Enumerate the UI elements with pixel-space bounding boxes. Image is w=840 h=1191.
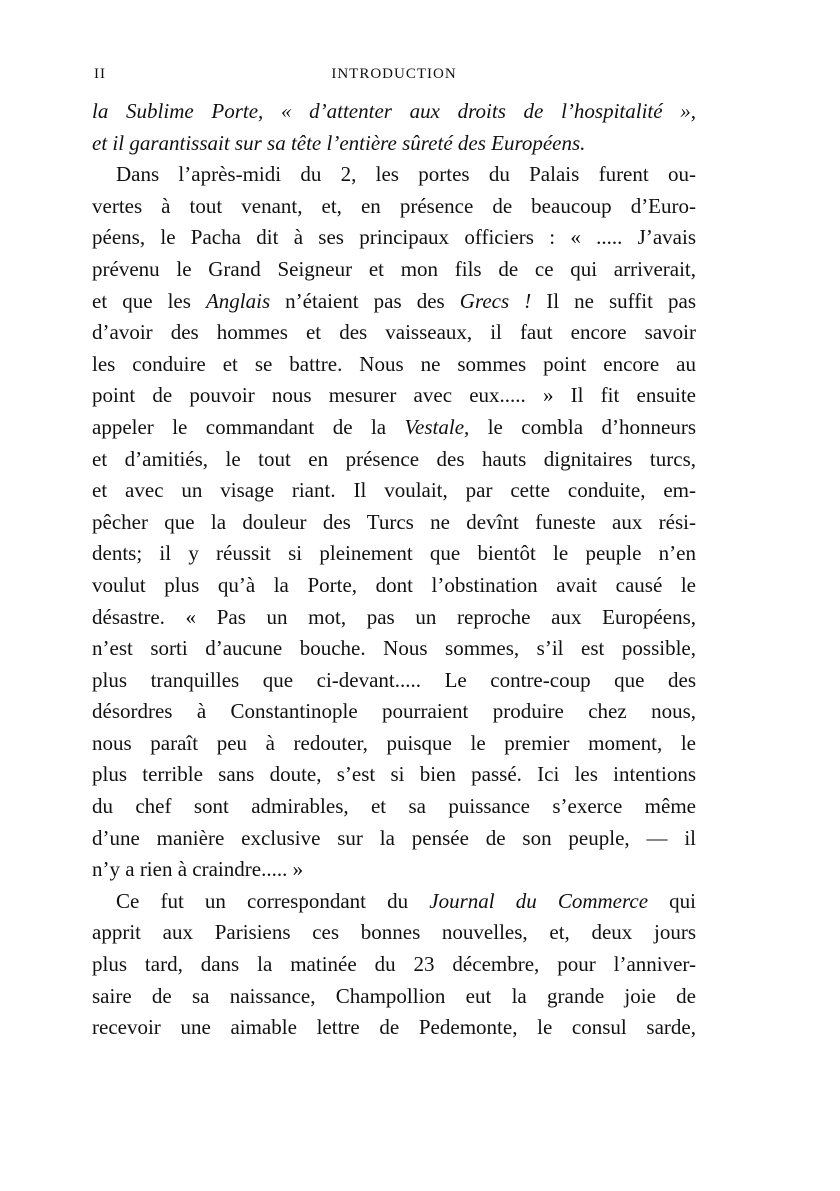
text-segment: qui xyxy=(648,888,696,913)
italic-text-segment: Grecs ! xyxy=(459,288,532,313)
text-line: apprit aux Parisiens ces bonnes nouvelles, et, deux jours xyxy=(92,920,696,945)
text-line xyxy=(92,286,696,318)
italic-text-segment: Vestale, xyxy=(404,414,470,439)
italic-text-segment: Anglais xyxy=(205,288,271,313)
page-number: II xyxy=(94,66,106,82)
text-line: et avec un visage riant. Il voulait, par cette conduite, em- xyxy=(92,478,696,503)
text-line: pêcher que la douleur des Turcs ne devînt funeste aux rési- xyxy=(92,509,696,534)
text-line: plus tard, dans la matinée du 23 décembre, pour l’anniver- xyxy=(92,952,696,977)
text-line: et d’amitiés, le tout en présence des hauts dignitaires turcs, xyxy=(92,446,696,471)
text-segment: Ce fut un correspondant du xyxy=(116,888,430,913)
text-line: plus terrible sans doute, s’est si bien passé. Ici les intentions xyxy=(92,762,696,787)
text-segment: et que les xyxy=(92,288,206,313)
book-page xyxy=(92,62,696,1044)
text-line: nous paraît peu à redouter, puisque le premier moment, le xyxy=(92,730,696,755)
text-line: dents; il y réussit si pleinement que bientôt le peuple n’en xyxy=(92,541,696,566)
text-line: prévenu le Grand Seigneur et mon fils de ce qui arriverait, xyxy=(92,256,696,281)
text-line: d’avoir des hommes et des vaisseaux, il faut encore savoir xyxy=(92,320,696,345)
text-segment: le combla d’honneurs xyxy=(469,414,696,439)
text-line: péens, le Pacha dit à ses principaux officiers : « ..... J’avais xyxy=(92,225,696,250)
text-line xyxy=(92,886,696,918)
text-line: vertes à tout venant, et, en présence de beaucoup d’Euro- xyxy=(92,193,696,218)
text-line: désordres à Constantinople pourraient produire chez nous, xyxy=(92,699,696,724)
italic-text-segment: Journal du Commerce xyxy=(429,888,649,913)
text-line: n’est sorti d’aucune bouche. Nous sommes, s’il est possible, xyxy=(92,636,696,661)
running-title: INTRODUCTION xyxy=(331,66,457,82)
text-line: du chef sont admirables, et sa puissance s’exerce même xyxy=(92,794,696,819)
running-header xyxy=(92,62,696,90)
text-line: point de pouvoir nous mesurer avec eux..... » Il fit ensuite xyxy=(92,383,696,408)
text-line: recevoir une aimable lettre de Pedemonte, le consul sarde, xyxy=(92,1015,696,1040)
text-line: n’y a rien à craindre..... » xyxy=(92,857,304,882)
text-line: désastre. « Pas un mot, pas un reproche aux Européens, xyxy=(92,604,696,629)
text-line: et il garantissait sur sa tête l’entière sûreté des Européens. xyxy=(92,130,586,155)
text-segment: appeler le commandant de la xyxy=(92,414,405,439)
text-segment: Il ne suffit pas xyxy=(531,288,696,313)
text-line: la Sublime Porte, « d’attenter aux droits de l’hospitalité », xyxy=(92,99,696,123)
text-line: Dans l’après-midi du 2, les portes du Palais furent ou- xyxy=(116,162,696,187)
text-line: saire de sa naissance, Champollion eut la grande joie de xyxy=(92,983,696,1008)
text-line xyxy=(92,412,696,444)
text-line: les conduire et se battre. Nous ne sommes point encore au xyxy=(92,351,696,376)
text-segment: n’étaient pas des xyxy=(270,288,460,313)
text-line: voulut plus qu’à la Porte, dont l’obstination avait causé le xyxy=(92,572,696,597)
text-line: plus tranquilles que ci-devant..... Le contre-coup que des xyxy=(92,667,696,692)
body-text xyxy=(92,96,696,1044)
text-line: d’une manière exclusive sur la pensée de son peuple, — il xyxy=(92,825,696,850)
